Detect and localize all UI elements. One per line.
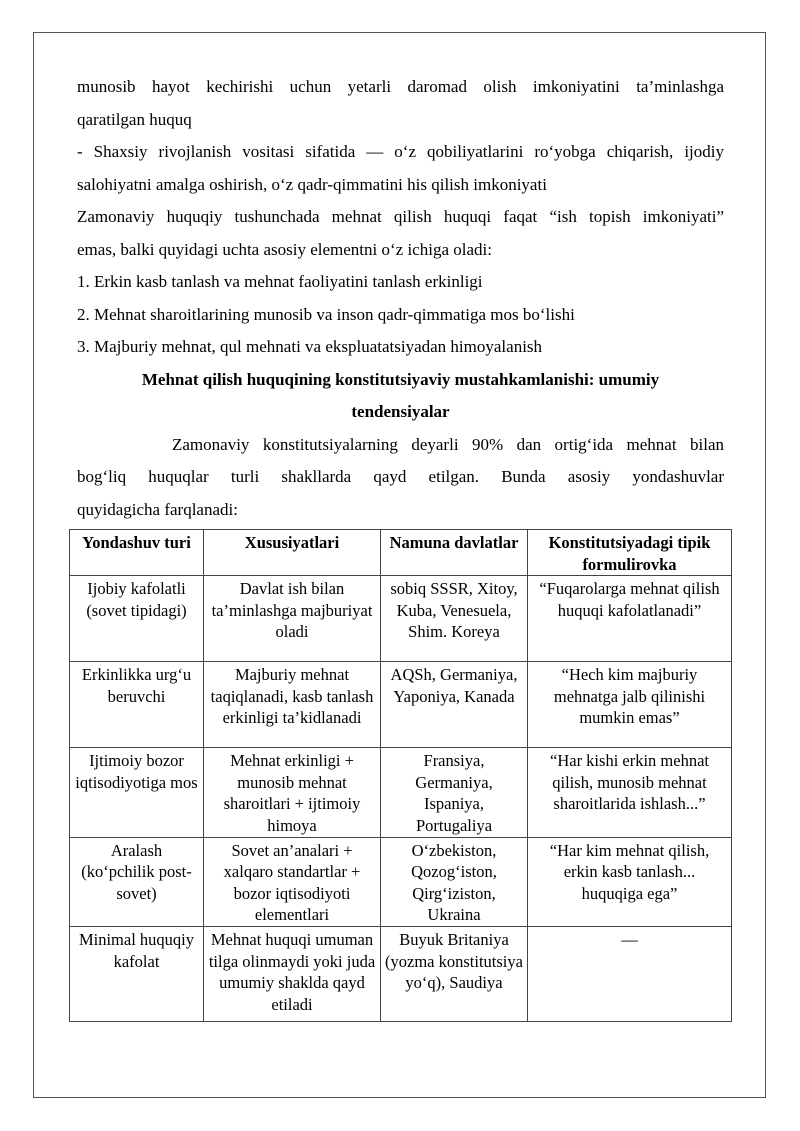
- list-item: 3. Majburiy mehnat, qul mehnati va ekspluatatsiyadan himoyalanish: [77, 337, 543, 356]
- table-cell: Ijtimoiy bozor iqtisodiyotiga mos: [70, 748, 204, 837]
- table-cell: Fransiya, Germaniya, Ispaniya, Portugaliya: [381, 748, 528, 837]
- paragraph-line: salohiyatni amalga oshirish, o‘z qadr-qimmatini his qilish imkoniyati: [77, 174, 547, 194]
- table-row: [70, 837, 732, 926]
- list-item: 1. Erkin kasb tanlash va mehnat faoliyatini tanlash erkinligi: [77, 272, 483, 291]
- table-row: [70, 576, 732, 662]
- table-header-row: [70, 530, 732, 576]
- table-cell: Aralash (ko‘pchilik post-sovet): [70, 837, 204, 926]
- table-cell: “Har kim mehnat qilish, erkin kasb tanlash... huquqiga ega”: [528, 837, 732, 926]
- document-body: [77, 71, 724, 526]
- column-header: Konstitutsiyadagi tipik formulirovka: [528, 530, 732, 576]
- paragraph-line: emas, balki quyidagi uchta asosiy elementni o‘z ichiga oladi:: [77, 239, 492, 259]
- paragraph-line: qaratilgan huquq: [77, 109, 192, 129]
- column-header: Namuna davlatlar: [381, 530, 528, 576]
- intro-line: quyidagicha farqlanadi:: [77, 499, 238, 519]
- paragraph-line: munosib hayot kechirishi uchun yetarli daromad olish imkoniyatini ta’minlashga: [77, 77, 724, 96]
- column-header: Xususiyatlari: [204, 530, 381, 576]
- table-cell: AQSh, Germaniya, Yaponiya, Kanada: [381, 662, 528, 748]
- table-cell: Buyuk Britaniya (yozma konstitutsiya yo‘q), Saudiya: [381, 926, 528, 1021]
- paragraph-line: Zamonaviy huquqiy tushunchada mehnat qilish huquqi faqat “ish topish imkoniyati”: [77, 207, 724, 226]
- table-cell: Davlat ish bilan ta’minlashga majburiyat oladi: [204, 576, 381, 662]
- table-cell: “Hech kim majburiy mehnatga jalb qilinishi mumkin emas”: [528, 662, 732, 748]
- table-cell: Mehnat huquqi umuman tilga olinmaydi yoki juda umumiy shaklda qayd etiladi: [204, 926, 381, 1021]
- column-header: Yondashuv turi: [70, 530, 204, 576]
- table-cell: “Har kishi erkin mehnat qilish, munosib mehnat sharoitlarida ishlash...”: [528, 748, 732, 837]
- list-item: 2. Mehnat sharoitlarining munosib va inson qadr-qimmatiga mos bo‘lishi: [77, 304, 575, 324]
- intro-line: Zamonaviy konstitutsiyalarning deyarli 90% dan ortig‘ida mehnat bilan: [172, 434, 724, 454]
- table-row: [70, 662, 732, 748]
- table-cell: sobiq SSSR, Xitoy, Kuba, Venesuela, Shim. Koreya: [381, 576, 528, 662]
- table-row: [70, 748, 732, 837]
- approaches-table: [69, 529, 732, 1022]
- table-cell: Majburiy mehnat taqiqlanadi, kasb tanlash erkinligi ta’kidlanadi: [204, 662, 381, 748]
- section-heading: Mehnat qilish huquqining konstitutsiyaviy mustahkamlanishi: umumiy: [141, 369, 660, 389]
- intro-line: bog‘liq huquqlar turli shakllarda qayd etilgan. Bunda asosiy yondashuvlar: [77, 467, 724, 486]
- table-cell: Sovet an’analari + xalqaro standartlar + bozor iqtisodiyoti elementlari: [204, 837, 381, 926]
- table-cell: Mehnat erkinligi + munosib mehnat sharoitlari + ijtimoiy himoya: [204, 748, 381, 837]
- table-cell: —: [528, 926, 732, 1021]
- section-heading: tendensiyalar: [351, 402, 450, 421]
- table-cell: O‘zbekiston, Qozog‘iston, Qirg‘iziston, Ukraina: [381, 837, 528, 926]
- table-cell: Erkinlikka urg‘u beruvchi: [70, 662, 204, 748]
- table-cell: “Fuqarolarga mehnat qilish huquqi kafolatlanadi”: [528, 576, 732, 662]
- table-cell: Minimal huquqiy kafolat: [70, 926, 204, 1021]
- paragraph-line: - Shaxsiy rivojlanish vositasi sifatida — o‘z qobiliyatlarini ro‘yobga chiqarish, ijodiy: [77, 142, 724, 161]
- table-row: [70, 926, 732, 1021]
- table-cell: Ijobiy kafolatli (sovet tipidagi): [70, 576, 204, 662]
